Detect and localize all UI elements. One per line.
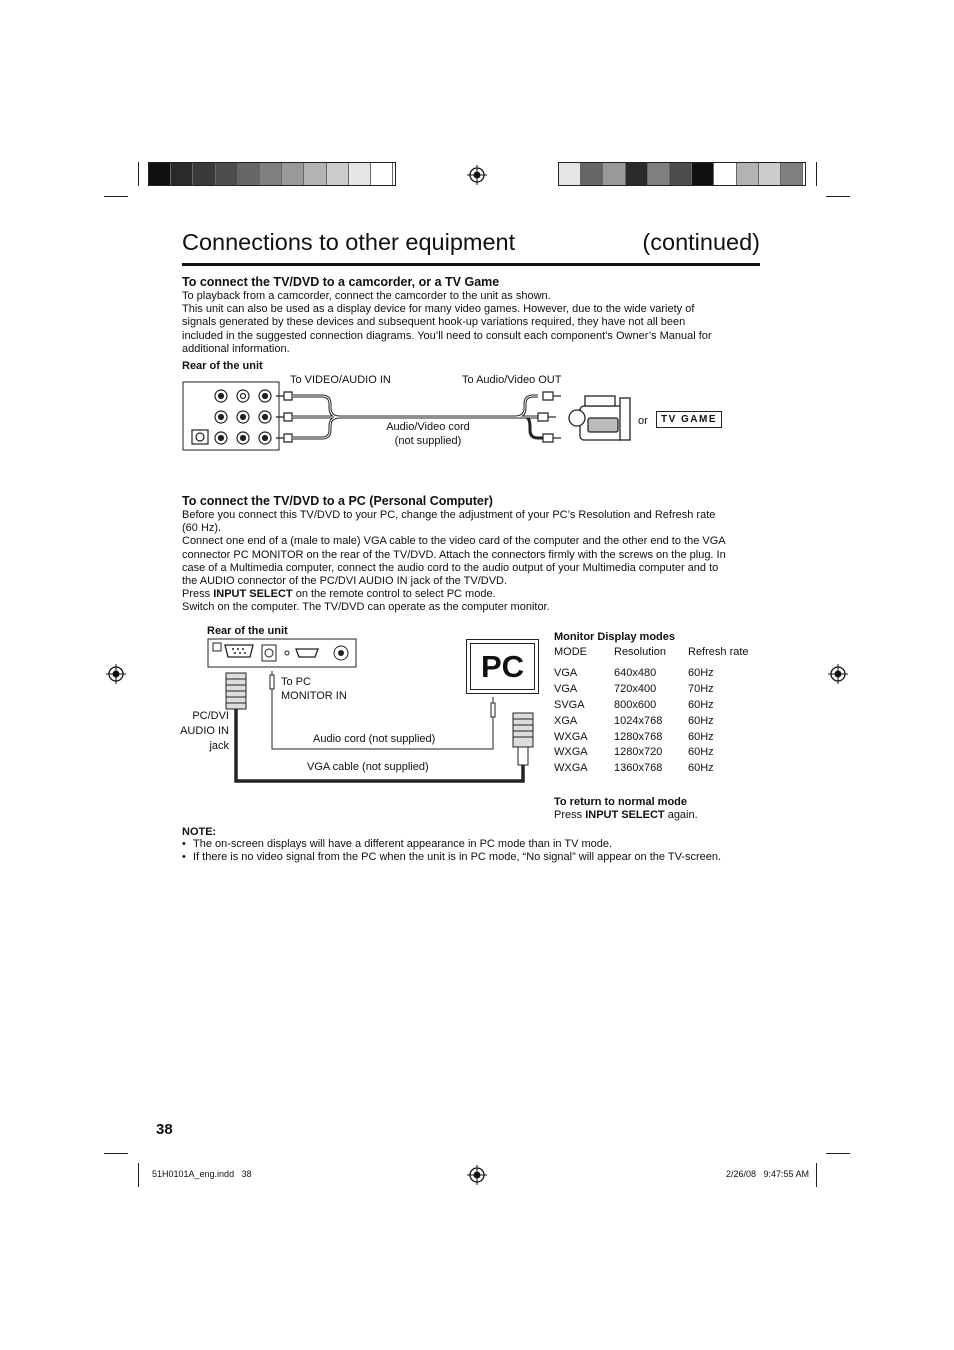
registration-mark-icon [467, 165, 487, 185]
column-header: Refresh rate [688, 646, 749, 658]
audio-cord-label: Audio cord (not supplied) [313, 733, 436, 745]
body-line: signals generated by these devices and subsequent hook-up variations required, they have not all been [182, 316, 686, 329]
body-line: Connect one end of a (male to male) VGA cable to the video card of the computer and the other end to the VGA [182, 535, 726, 548]
crop-mark [138, 1163, 139, 1187]
input-select-bold: INPUT SELECT [213, 588, 293, 601]
left-color-bar [148, 162, 396, 186]
table-cell: XGA [554, 714, 578, 727]
table-row [554, 665, 749, 681]
color-swatch [648, 163, 670, 185]
table-cell: 60Hz [688, 714, 714, 727]
table-cell: 60Hz [688, 730, 714, 743]
table-cell: 800x600 [614, 698, 657, 711]
registration-mark-icon [467, 1165, 487, 1185]
table-row [554, 697, 749, 713]
footer-datetime: 2/26/08 9:47:55 AM [725, 1169, 809, 1179]
note-text: If there is no video signal from the PC when the unit is in PC mode, “No signal” will appear on the TV-screen. [193, 851, 722, 864]
crop-mark [138, 162, 139, 186]
table-cell: 60Hz [688, 698, 714, 711]
pcdvi-line: jack [209, 740, 229, 752]
table-header-row [554, 646, 749, 665]
section-heading-pc: To connect the TV/DVD to a PC (Personal Computer) [182, 494, 493, 508]
body-line: the AUDIO connector of the PC/DVI AUDIO IN jack of the TV/DVD. [182, 575, 508, 588]
table-cell: WXGA [554, 746, 588, 759]
color-swatch [193, 163, 215, 185]
table-cell: 1024x768 [614, 714, 663, 727]
av-cord-label [372, 420, 484, 448]
av-cord-line: (not supplied) [394, 435, 462, 447]
column-header: MODE [554, 646, 587, 658]
color-swatch [238, 163, 260, 185]
body-line: This unit can also be used as a display device for many video games. However, due to the wide variety of [182, 303, 695, 316]
body-line: Switch on the computer. The TV/DVD can operate as the computer monitor. [182, 601, 550, 614]
color-swatch [282, 163, 304, 185]
color-swatch [327, 163, 349, 185]
bullet: • [182, 851, 186, 864]
color-swatch [171, 163, 193, 185]
input-select-bold: INPUT SELECT [585, 809, 665, 821]
color-swatch [603, 163, 625, 185]
table-cell: 1360x768 [614, 762, 663, 775]
body-line: connector PC MONITOR on the rear of the TV/DVD. Attach the connectors firmly with the screws on the plug. In [182, 548, 726, 561]
vga-cable-label: VGA cable (not supplied) [307, 761, 429, 773]
footer-file: 51H0101A_eng.indd 38 [152, 1169, 252, 1179]
color-swatch [216, 163, 238, 185]
color-swatch [559, 163, 581, 185]
text-run: again. [664, 809, 698, 821]
body-line: case of a Multimedia computer, connect the audio cord to the audio output of your Multimedia computer and to [182, 561, 719, 574]
right-color-bar [558, 162, 806, 186]
table-row [554, 744, 749, 760]
note-list [182, 838, 782, 864]
page-title-suffix: (continued) [642, 229, 760, 255]
body-line: additional information. [182, 342, 290, 355]
note-item [182, 851, 782, 864]
column-header: Resolution [614, 646, 666, 658]
color-swatch [759, 163, 781, 185]
table-cell: 60Hz [688, 746, 714, 759]
table-cell: 640x480 [614, 666, 657, 679]
note-item [182, 838, 782, 851]
table-cell: SVGA [554, 698, 585, 711]
crop-mark [104, 1153, 128, 1154]
color-swatch [304, 163, 326, 185]
body-line: To playback from a camcorder, connect the camcorder to the unit as shown. [182, 290, 551, 302]
to-pc-monitor-label [281, 675, 347, 703]
text-run: Press [554, 809, 586, 821]
body-line: (60 Hz). [182, 522, 222, 535]
section-heading-camcorder: To connect the TV/DVD to a camcorder, or a TV Game [182, 275, 500, 289]
color-swatch [670, 163, 692, 185]
table-cell: 60Hz [688, 762, 714, 775]
table-cell: WXGA [554, 762, 588, 775]
monitor-modes-table [554, 646, 749, 776]
crop-mark [816, 162, 817, 186]
body-line: Before you connect this TV/DVD to your PC, change the adjustment of your PC’s Resolution and Refresh rate [182, 509, 716, 521]
table-cell: 720x400 [614, 682, 657, 695]
monitor-modes-heading: Monitor Display modes [554, 631, 676, 643]
pc-box-inner [470, 643, 535, 690]
table-cell: 1280x768 [614, 730, 663, 743]
to-pc-line: MONITOR IN [281, 690, 347, 702]
table-row [554, 729, 749, 745]
crop-mark [816, 1163, 817, 1187]
color-swatch [260, 163, 282, 185]
color-swatch [149, 163, 171, 185]
page-number: 38 [156, 1121, 173, 1138]
note-text: The on-screen displays will have a different appearance in PC mode than in TV mode. [193, 838, 613, 850]
table-cell: 70Hz [688, 682, 714, 695]
body-line: included in the suggested connection diagrams. You’ll need to consult each component’s Owner’s Manual for [182, 329, 712, 342]
pc-box-label: PC [480, 649, 525, 684]
rear-unit-label-2: Rear of the unit [207, 625, 288, 637]
pc-box [466, 639, 539, 694]
or-label: or [638, 415, 648, 427]
page-title-text: Connections to other equipment [182, 229, 516, 255]
pcdvi-audio-label [168, 709, 229, 754]
color-swatch [626, 163, 648, 185]
pcdvi-line: AUDIO IN [180, 725, 229, 737]
tv-game-label: TV GAME [660, 414, 718, 425]
table-cell: 1280x720 [614, 746, 663, 759]
table-row [554, 681, 749, 697]
registration-mark-icon [828, 664, 848, 684]
table-cell: 60Hz [688, 666, 714, 679]
to-video-audio-in-label: To VIDEO/AUDIO IN [290, 374, 391, 386]
table-cell: VGA [554, 666, 578, 679]
color-swatch [371, 163, 393, 185]
crop-mark [826, 196, 850, 197]
return-normal-heading: To return to normal mode [554, 796, 688, 808]
pcdvi-line: PC/DVI [192, 710, 229, 722]
page-title [182, 229, 760, 256]
color-swatch [692, 163, 714, 185]
color-swatch [349, 163, 371, 185]
text-run: on the remote control to select PC mode. [292, 588, 496, 601]
color-swatch [781, 163, 803, 185]
table-cell: WXGA [554, 730, 588, 743]
press-input-select-line [182, 588, 782, 601]
to-pc-line: To PC [281, 676, 311, 688]
table-row [554, 760, 749, 776]
av-cord-line: Audio/Video cord [386, 421, 470, 433]
crop-mark [826, 1153, 850, 1154]
to-audio-video-out-label: To Audio/Video OUT [462, 374, 562, 386]
rear-unit-label-1: Rear of the unit [182, 360, 263, 372]
note-heading: NOTE: [182, 826, 217, 838]
registration-mark-icon [106, 664, 126, 684]
crop-mark [104, 196, 128, 197]
bullet: • [182, 838, 186, 850]
section-pc-body [182, 509, 782, 615]
title-rule [182, 263, 760, 266]
color-swatch [737, 163, 759, 185]
color-swatch [714, 163, 736, 185]
table-cell: VGA [554, 682, 578, 695]
tv-game-box [656, 411, 722, 428]
text-run: Press [182, 588, 214, 601]
section-camcorder-body [182, 290, 772, 356]
return-normal-text [554, 808, 698, 822]
table-row [554, 713, 749, 729]
color-swatch [581, 163, 603, 185]
